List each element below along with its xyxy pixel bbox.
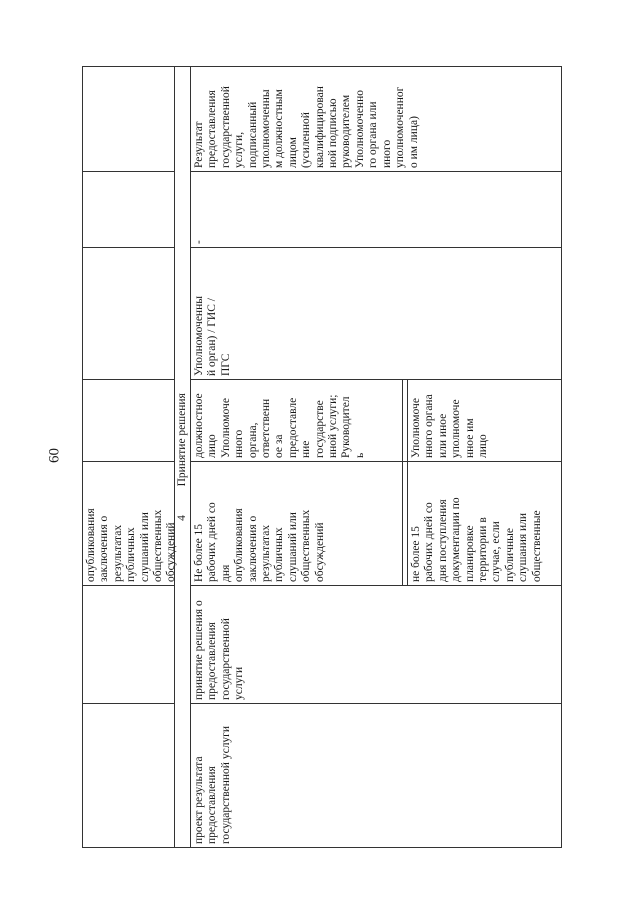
stage-number: 4: [176, 515, 188, 521]
col-line: [82, 171, 174, 172]
row-divider-stage-top: [174, 66, 175, 848]
cell-main-col1: проект результата предоставления государственной услуги: [193, 725, 232, 844]
cell-main-col5: Уполномоченны й орган) / ГИС / ПГС: [193, 296, 232, 376]
cell-main-col3a: Не более 15 рабочих дней со дня опубликования заключения о результатах публичных слушаний или общественных обсуждений: [193, 502, 326, 582]
col-line: [82, 703, 174, 704]
stage-title: Принятие решения: [176, 393, 188, 487]
cell-top-col3: опубликования заключения о результатах публичных слушаний или общественных обсуждений: [85, 508, 178, 582]
sub-divider: [402, 380, 403, 586]
rotated-table: [82, 66, 562, 848]
page-number: 60: [46, 448, 63, 463]
cell-main-col4b: Уполномоче нного органа или иное уполномоче нное им лицо: [410, 394, 490, 458]
cell-main-col2: принятие решения о предоставления государственной услуги: [193, 600, 246, 700]
stage-header: [176, 66, 189, 848]
col-line: [82, 379, 174, 380]
cell-main-col6: -: [193, 240, 205, 244]
col-line: [82, 247, 174, 248]
cell-main-col4a: должностное лицо Уполномоче нного органа, ответственн ое за предоставле ние государстве нной услуги; Руководител ь: [193, 393, 366, 458]
cell-main-col3b: не более 15 рабочих дней со дня поступления документации по планировке территории в случае, если публичные слушания или общественные: [410, 497, 543, 582]
cell-main-col7: Результат предоставления государственной услуги, подписанный уполномоченны м должностным лицом (усиленной квалифицирован ной подписью руководителем Уполномоченно го органа или иного уполномоченног о им лица): [193, 86, 420, 168]
